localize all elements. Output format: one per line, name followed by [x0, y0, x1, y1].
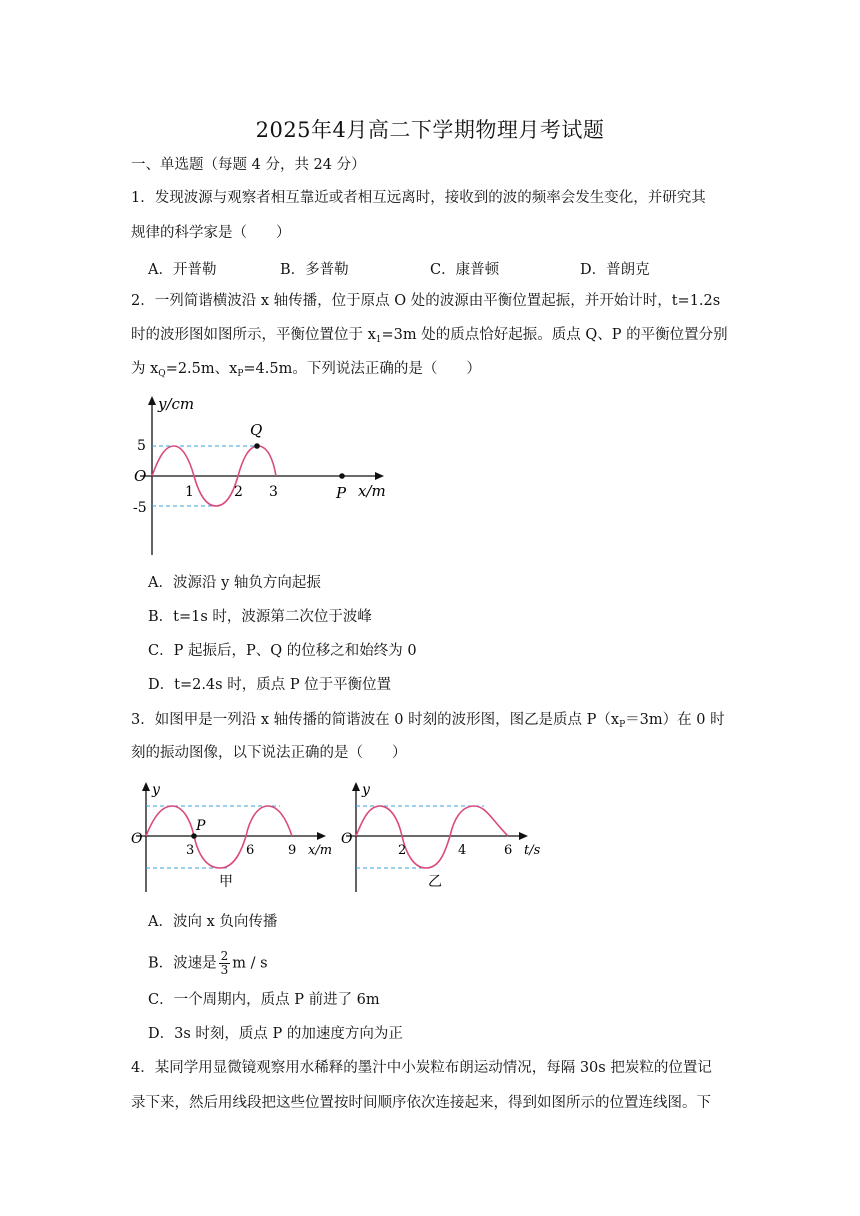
q3-option-a[interactable]: A．波向 x 负向传播 [148, 914, 278, 930]
svg-text:2: 2 [398, 843, 407, 858]
q1-stem-line2: 规律的科学家是（ ） [131, 225, 291, 241]
svg-text:9: 9 [288, 843, 297, 858]
q3-option-b[interactable]: B．波速是 $\frac{2}{3}$ m / s [148, 949, 268, 977]
q3-fraction: $\frac{2}{3}$ [220, 949, 229, 977]
q2-q-label: Q [250, 421, 263, 439]
q3-stem-line1: 3．如图甲是一列沿 x 轴传播的简谐波在 0 时刻的波形图，图乙是质点 $P(x_P=3m)$在 0 时 [131, 712, 725, 730]
q2-xtick-1: 1 [185, 484, 194, 500]
svg-text:t/s: t/s [524, 843, 541, 858]
q2-xtick-2: 2 [234, 484, 243, 500]
q2-point-q [254, 443, 260, 449]
q1-option-c[interactable]: C．康普顿 [430, 262, 500, 278]
q2-x-arrow [375, 472, 384, 480]
q2-ytick-5: 5 [137, 438, 146, 454]
q3-figure-a [128, 778, 338, 894]
q2-stem-line3: 为 $x_Q=2.5m$、$x_P=4.5m$。下列说法正确的是（ ） [131, 361, 481, 379]
q2-wave-figure [128, 392, 398, 562]
q4-stem-line2: 录下来，然后用线段把这些位置按时间顺序依次连接起来，得到如图所示的位置连线图。下 [131, 1095, 711, 1111]
q1-stem-line1: 1．发现波源与观察者相互靠近或者相互远离时，接收到的波的频率会发生变化，并研究其 [131, 190, 706, 206]
q2-option-b[interactable]: B．t=1s 时，波源第二次位于波峰 [148, 609, 372, 625]
q3-stem-line2: 刻的振动图像，以下说法正确的是（ ） [131, 745, 407, 761]
q1-option-d[interactable]: D．普朗克 [580, 262, 650, 278]
svg-text:P: P [196, 818, 206, 834]
section-heading: 一、单选题（每题 4 分，共 24 分） [131, 157, 366, 173]
svg-text:y: y [152, 782, 160, 798]
q1-option-a[interactable]: A．开普勒 [148, 262, 217, 278]
q2-xlabel: x/m [358, 482, 386, 500]
svg-text:6: 6 [504, 843, 513, 858]
q2-option-a[interactable]: A．波源沿 y 轴负方向起振 [148, 575, 321, 591]
q2-xtick-3: 3 [269, 484, 278, 500]
svg-text:6: 6 [246, 843, 255, 858]
q2-option-d[interactable]: D．t=2.4s 时，质点 P 位于平衡位置 [148, 677, 392, 693]
q3a-wave-curve [146, 806, 292, 868]
svg-text:O: O [341, 831, 353, 847]
svg-text:y: y [362, 782, 370, 798]
q2-stem-line2: 时的波形图如图所示，平衡位置位于 $x_1=3m$ 处的质点恰好起振。质点 Q、P 的平衡位置分别 [131, 327, 728, 345]
q3-option-d[interactable]: D．3s 时刻，质点 P 的加速度方向为正 [148, 1026, 403, 1042]
svg-text:x/m: x/m [308, 843, 333, 858]
svg-text:4: 4 [458, 843, 467, 858]
svg-text:3: 3 [186, 843, 195, 858]
q2-y-arrow [148, 396, 156, 405]
q3-figure-b [338, 778, 548, 894]
q2-stem-line1: 2．一列简谐横波沿 x 轴传播，位于原点 O 处的波源由平衡位置起振，并开始计时，t=1.2s [131, 293, 721, 309]
q3b-wave-curve [356, 806, 508, 868]
page-title: 2025年4月高二下学期物理月考试题 [255, 118, 605, 142]
q2-point-p [339, 473, 345, 479]
q2-option-c[interactable]: C．P 起振后，P、Q 的位移之和始终为 0 [148, 643, 417, 659]
q3-option-c[interactable]: C．一个周期内，质点 P 前进了 6m [148, 992, 380, 1008]
q2-origin: O [134, 467, 147, 485]
svg-text:甲: 甲 [219, 874, 233, 890]
q3a-point-p [191, 833, 197, 839]
q1-option-b[interactable]: B．多普勒 [280, 262, 349, 278]
q2-ytick-neg5: -5 [133, 500, 147, 516]
svg-text:乙: 乙 [428, 874, 442, 890]
q2-p-label: P [336, 484, 347, 502]
svg-text:O: O [131, 831, 143, 847]
q2-ylabel: y/cm [158, 395, 195, 413]
q4-stem-line1: 4．某同学用显微镜观察用水稀释的墨汁中小炭粒布朗运动情况，每隔 30s 把炭粒的位置记 [131, 1060, 712, 1076]
